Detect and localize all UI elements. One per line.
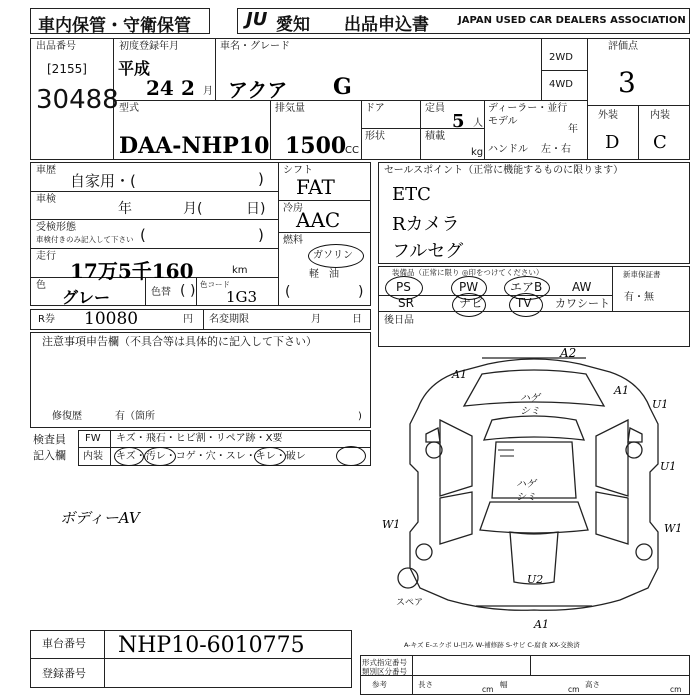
equip-aw: AW [572, 280, 592, 294]
history-label: 車歴 [36, 165, 56, 176]
displacement-unit: CC [345, 145, 359, 156]
drive-2wd: 2WD [549, 52, 573, 63]
form-spec-width-unit: cm [568, 685, 580, 694]
load-label: 積載 [425, 131, 445, 142]
repair-close: ) [358, 411, 362, 422]
handle-label: ハンドル [488, 144, 528, 155]
spare-label: スペア [396, 598, 424, 608]
sales-point-3: フルセグ [392, 241, 464, 262]
recycle-label: R券 [38, 314, 55, 325]
sales-point-1: ETC [392, 184, 431, 205]
mark-rear: U2 [527, 573, 544, 586]
sales-point-2: Rカメラ [392, 214, 460, 235]
rating-label: 評価点 [608, 41, 638, 52]
form-spec-label-1: 形式指定番号 [362, 658, 407, 667]
equip-tv: TV [516, 296, 532, 310]
recycle-value: 10080 [84, 309, 139, 329]
form-spec-label-2: 類別区分番号 [362, 667, 407, 676]
car-grade: G [333, 74, 352, 100]
exterior-score: D [605, 132, 620, 153]
association-name: JAPAN USED CAR DEALERS ASSOCIATION [458, 15, 686, 26]
mileage-value: 17万5千160 [70, 259, 194, 283]
color-change-open: ( [180, 283, 186, 299]
history-value: 自家用・( [70, 172, 136, 190]
warranty-value: 有・無 [624, 292, 654, 303]
mark-front: A2 [560, 346, 577, 360]
reception-label: 受検形態 [36, 222, 76, 233]
mark-left: W1 [382, 518, 401, 531]
mark-right-upper: U1 [652, 398, 669, 411]
fuel-open: ( [285, 284, 291, 300]
color-change-close: ) [190, 283, 196, 299]
capacity-label: 定員 [425, 103, 445, 114]
car-name: アクア [228, 78, 288, 102]
reception-close: ) [258, 226, 264, 244]
registration-year: 24 [146, 76, 174, 100]
ju-logo: JU [246, 9, 268, 30]
inspector-fw-label: FW [85, 433, 101, 444]
capacity-unit: 人 [473, 118, 483, 129]
recycle-unit: 円 [183, 314, 193, 325]
fuel-diesel: 軽 油 [309, 269, 339, 280]
name-change-day: 日 [352, 314, 362, 325]
name-change-label: 名変期限 [209, 314, 249, 325]
ac-label: 冷房 [283, 203, 303, 214]
equipment-label: 装備品（正常に限り ◎印をつけてください） [392, 268, 544, 277]
chassis-value: NHP10-6010775 [118, 633, 305, 658]
rear-info-label: 後日品 [384, 315, 414, 326]
notes-label: 注意事項申告欄（不具合等は具体的に記入して下さい） [42, 335, 317, 348]
car-name-label: 車名・グレード [220, 41, 290, 52]
inspector-interior-label: 内装 [83, 451, 103, 462]
mark-bottom: A1 [534, 618, 549, 631]
chassis-label: 車台番号 [42, 637, 86, 650]
handle-value: 左・右 [541, 144, 571, 155]
ac-value: AAC [296, 208, 341, 232]
doors-label: ドア [365, 103, 385, 114]
mark-center-roof: ハゲ シミ [520, 393, 540, 417]
equip-seat: カワシート [555, 297, 610, 310]
form-spec-ref: 参考 [372, 680, 387, 689]
plate-label: 登録番号 [42, 667, 86, 680]
color-label: 色 [36, 280, 46, 291]
shape-label: 形状 [365, 131, 385, 142]
form-spec-length: 長さ [418, 680, 433, 689]
inspection-month: 月( [183, 201, 203, 217]
fuel-close: ) [358, 284, 364, 300]
repair-value: 有（箇所 [115, 411, 155, 422]
body-note: ボディーAV [60, 509, 140, 527]
mark-top-right: A1 [614, 384, 629, 397]
equip-airbag: エアB [510, 280, 543, 294]
shift-label: シフト [283, 165, 313, 176]
mileage-unit: km [232, 265, 248, 276]
interior-score: C [653, 132, 667, 153]
registration-month: 2 [181, 76, 195, 100]
shift-value: FAT [296, 175, 335, 199]
form-spec-height: 高さ [585, 680, 600, 689]
inspection-year: 年 [118, 201, 132, 217]
lot-sub-number: [2155] [47, 62, 87, 76]
form-spec-width: 幅 [500, 680, 508, 689]
name-change-month: 月 [311, 314, 321, 325]
model-value: DAA-NHP10 [119, 133, 270, 159]
inspection-day: 日) [246, 201, 266, 217]
color-value: グレー [62, 288, 111, 307]
dirt-circle [144, 447, 176, 466]
registration-month-unit: 月 [203, 86, 213, 97]
mileage-label: 走行 [36, 251, 56, 262]
equip-ps-circle [385, 276, 423, 300]
reception-open: ( [140, 226, 146, 244]
lot-label: 出品番号 [36, 41, 76, 52]
tear-circle [336, 446, 366, 466]
doc-title: 出品申込書 [344, 15, 429, 35]
mark-top-left: A1 [452, 368, 467, 381]
color-code-label: 色コード [200, 280, 230, 289]
fuel-label: 燃料 [283, 235, 303, 246]
rating-score: 3 [618, 66, 636, 99]
form-spec-height-unit: cm [670, 685, 682, 694]
model-year-label: モデル [488, 116, 518, 127]
mark-right-side: W1 [664, 522, 683, 535]
repair-label: 修復歴 [52, 411, 82, 422]
fuel-gasoline: ガソリン [313, 250, 353, 261]
sales-points-label: セールスポイント（正常に機能するものに限ります） [384, 165, 624, 176]
equip-navi: ナビ [459, 296, 484, 310]
mark-legend: A-キズ E-エクボ U-凹み W-補修跡 S-サビ C-腐食 XX-交換済 [404, 641, 580, 649]
equip-ps: PS [396, 280, 411, 294]
load-unit: kg [471, 147, 484, 158]
drive-4wd: 4WD [549, 79, 573, 90]
color-change-label: 色替 [151, 287, 171, 298]
fuel-gasoline-circle [308, 244, 364, 268]
interior-label: 内装 [650, 110, 670, 121]
registration-label: 初度登録年月 [119, 41, 179, 52]
inspector-label-1: 検査員 [33, 433, 66, 446]
mark-center-body: ハゲ シミ [516, 479, 536, 503]
warranty-label: 新車保証書 [623, 270, 661, 279]
rear-info-frame [378, 311, 690, 347]
history-close: ) [258, 170, 264, 188]
dealer-label: ディーラー・並行 [488, 103, 568, 114]
org-name: 愛知 [276, 15, 310, 35]
inspector-label-2: 記入欄 [33, 449, 66, 462]
inspection-label: 車検 [36, 194, 56, 205]
inspector-fw-items: キズ・飛石・ヒビ割・リペア跡・X要 [116, 433, 283, 444]
storage-note: 車内保管・守衛保管 [38, 16, 191, 36]
reception-note: 車検付きのみ記入して下さい [36, 235, 134, 244]
registration-era: 平成 [118, 59, 151, 78]
scratch-circle [114, 447, 144, 466]
equip-sr: SR [398, 296, 414, 310]
mark-right-lower: U1 [660, 460, 677, 473]
model-year-unit: 年 [568, 124, 578, 135]
model-label: 型式 [119, 103, 139, 114]
equip-pw: PW [459, 280, 479, 294]
wear-circle [254, 447, 286, 466]
exterior-label: 外装 [598, 110, 618, 121]
capacity-value: 5 [452, 111, 465, 132]
color-code: 1G3 [226, 288, 258, 306]
inspector-interior-items: キズ・汚レ・コゲ・穴・スレ・キレ・破レ [116, 451, 306, 462]
displacement-label: 排気量 [275, 103, 305, 114]
lot-number: 30488 [36, 85, 119, 115]
form-spec-length-unit: cm [482, 685, 494, 694]
displacement-value: 1500 [285, 133, 347, 159]
